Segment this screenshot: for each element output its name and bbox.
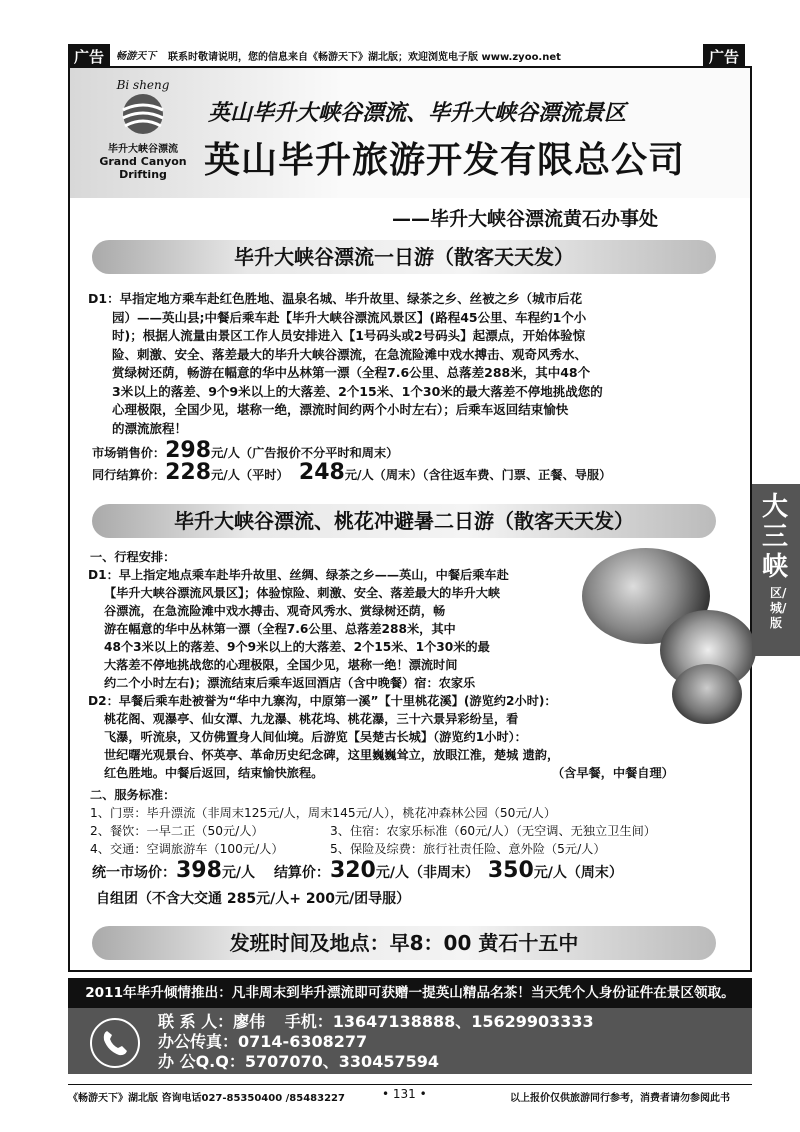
tour2-itinerary	[88, 566, 559, 782]
tour1-market-price	[92, 438, 399, 463]
logo-script: Bi sheng	[116, 78, 170, 92]
tour1-trade-price	[92, 460, 612, 485]
wave-logo-icon	[120, 92, 166, 136]
tour1-line: 的漂流旅程！	[112, 420, 188, 436]
phone-icon	[90, 1018, 140, 1068]
contact-person-label: 联 系 人：	[158, 1012, 234, 1031]
tour2-line: 红色胜地。中餐后返回，结束愉快旅程。	[104, 766, 324, 780]
self-group: 自组团（不含大交通 285元/人+ 200元/团导服）	[96, 891, 411, 907]
fax-label: 办公传真：	[158, 1032, 239, 1051]
publication-logo: 畅游天下	[116, 51, 156, 62]
tour2-line: 世纪曙光观景台、怀英亭、革命历史纪念碑，这里巍巍耸立，放眼江淮，楚城 遗韵，	[104, 748, 560, 762]
settle-unit-1: 元/人（非周末）	[375, 865, 479, 881]
contact-details	[158, 1012, 594, 1072]
market-label: 市场销售价：	[92, 446, 166, 460]
service-2: 2、餐饮：一早二正（50元/人）	[90, 824, 264, 838]
logo-cn: 毕升大峡谷漂流	[108, 144, 178, 155]
tour1-itinerary	[88, 290, 603, 438]
tour2-line: D1：早上指定地点乘车赴毕升故里、丝绸、绿茶之乡——英山，中餐后乘车赴	[88, 568, 509, 582]
sidebar-sub: 区/城/版	[770, 586, 787, 630]
company-name: 英山毕升旅游开发有限总公司	[204, 140, 686, 181]
logo-en-2: Drifting	[119, 168, 167, 181]
tour1-line: 时)；根据人流量由景区工作人员安排进入【1号码头或2号码头】起漂点，开始体验惊	[112, 328, 586, 343]
footer-right: 以上报价仅供旅游同行参考，消费者请勿参阅此书	[510, 1093, 730, 1104]
sidebar-title: 大三峡	[762, 492, 789, 582]
contact-person: 廖伟	[233, 1012, 266, 1031]
unified-price: 398	[176, 858, 222, 883]
tour2-line: 游在幅意的华中丛林第一漂（全程7.6公里、总落差288米，其中	[104, 622, 456, 636]
rafting-photo-small	[672, 664, 742, 724]
departure-info: 发班时间及地点：早8：00 黄石十五中	[92, 926, 716, 960]
fax-number: 0714-6308277	[238, 1032, 368, 1051]
trade-label: 同行结算价：	[92, 468, 166, 482]
tour2-section2: 二、服务标准：	[90, 788, 176, 802]
trade-unit-1: 元/人（平时）	[211, 468, 289, 482]
ad-tag-left: 广告	[68, 44, 110, 69]
tour2-line: 谷漂流，在急流险滩中戏水搏击、观奇风秀水、赏绿树还荫，畅	[104, 604, 446, 618]
company-logo	[98, 78, 188, 188]
unified-price-row	[92, 858, 623, 883]
footer-left: 《畅游天下》湖北版 咨询电话027-85350400 /85483227	[68, 1093, 345, 1104]
tour2-line: D2：早餐后乘车赴被誉为“华中九寨沟，中原第一溪”【十里桃花溪】(游览约2小时)：	[88, 694, 557, 708]
mobile-label: 手机：	[284, 1012, 333, 1031]
settle-price-1: 320	[329, 858, 376, 883]
ad-tag-right: 广告	[703, 44, 745, 69]
trade-price-1: 228	[165, 460, 212, 485]
tour2-line: 飞瀑，听流泉，又仿佛置身人间仙境。后游览【吴楚古长城】（游览约1小时）：	[104, 730, 527, 744]
tour2-line: 48个3米以上的落差、9个9米以上的大落差、2个15米、1个30米的最	[104, 640, 490, 654]
settle-price-2: 350	[487, 858, 534, 883]
header-notice: 联系时敬请说明，您的信息来自《畅游天下》湖北版；欢迎浏览电子版 www.zyoo.net	[168, 52, 561, 63]
region-sidebar	[752, 484, 800, 656]
mobile-number[interactable]: 13647138888、15629903333	[332, 1012, 594, 1031]
tour2-title: 毕升大峡谷漂流、桃花冲避暑二日游（散客天天发）	[92, 504, 716, 538]
promo-banner: 2011年毕升倾情推出：凡非周末到毕升漂流即可获赠一提英山精品名茶！当天凭个人身份证件在景区领取。	[68, 978, 752, 1008]
qq-label: 办 公Q.Q：	[158, 1052, 245, 1071]
tour2-line: 桃花阁、观瀑亭、仙女潭、九龙瀑、桃花坞、桃花瀑，三十六景异彩纷呈，看	[104, 712, 519, 726]
tour2-section1: 一、行程安排：	[90, 550, 176, 564]
tour1-line: 心理极限，全国少见，堪称一绝，漂流时间约两个小时左右）；后乘车返回结束愉快	[112, 402, 569, 417]
market-price: 298	[165, 438, 212, 463]
tour2-line: 大落差不停地挑战您的心理极限，全国少见，堪称一绝！漂流时间	[104, 658, 458, 672]
footer-rule	[68, 1084, 752, 1085]
tour1-line: 险、刺激、安全、落差最大的毕升大峡谷漂流，在急流险滩中戏水搏击、观奇风秀水、	[112, 346, 588, 362]
meals-note: （含早餐，中餐自理）	[552, 766, 674, 780]
service-4: 4、交通：空调旅游车（100元/人）	[90, 842, 284, 856]
trade-unit-2: 元/人（周末）（含往返车费、门票、正餐、导服）	[344, 468, 612, 482]
market-unit: 元/人（广告报价不分平时和周末）	[211, 446, 399, 460]
service-3: 3、住宿：农家乐标准（60元/人）（无空调、无独立卫生间）	[330, 824, 656, 838]
service-5: 5、保险及综费：旅行社责任险、意外险（5元/人）	[330, 842, 606, 856]
tour1-line: 3米以上的落差、9个9米以上的大落差、2个15米、1个30米的最大落差不停地挑战您的	[112, 383, 603, 399]
tour1-line: D1：早指定地方乘车赴红色胜地、温泉名城、毕升故里、绿茶之乡、丝被之乡（城市后花	[88, 291, 583, 306]
tour1-line: 园）——英山县;中餐后乘车赴【毕升大峡谷漂流风景区】(路程45公里、车程约1个小	[112, 309, 587, 325]
tour1-line: 赏绿树还荫，畅游在幅意的华中丛林第一漂（全程7.6公里、总落差288米，其中48个	[112, 365, 591, 380]
unified-unit: 元/人	[221, 865, 256, 881]
unified-label: 统一市场价：	[92, 865, 176, 881]
page-number: • 131 •	[382, 1087, 427, 1101]
service-1: 1、门票：毕升漂流（非周末125元/人，周末145元/人），桃花冲森林公园（50元/人）	[90, 806, 557, 820]
tour2-line: 约二个小时左右)；漂流结束后乘车返回酒店（含中晚餐）宿：农家乐	[104, 676, 476, 690]
tour2-line: 【毕升大峡谷漂流风景区】；体验惊险、刺激、安全、落差最大的毕升大峡	[104, 586, 501, 600]
logo-en-1: Grand Canyon	[99, 155, 187, 168]
trade-price-2: 248	[298, 460, 345, 485]
office-name: ——毕升大峡谷漂流黄石办事处	[392, 208, 659, 230]
company-subtitle: 英山毕升大峡谷漂流、毕升大峡谷漂流景区	[208, 100, 627, 126]
qq-number: 5707070、330457594	[244, 1052, 439, 1071]
settle-unit-2: 元/人（周末）	[533, 865, 623, 881]
settle-label: 结算价：	[273, 865, 330, 881]
tour1-title: 毕升大峡谷漂流一日游（散客天天发）	[92, 240, 716, 274]
